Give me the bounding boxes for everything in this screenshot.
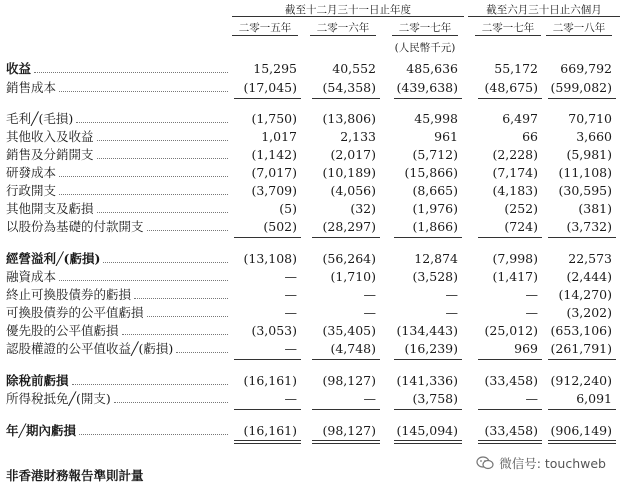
row-value: 45,998 <box>414 111 458 126</box>
row-value: 70,710 <box>568 111 612 126</box>
row-value: (4,056) <box>330 183 376 198</box>
row-label: 毛利╱(毛損) <box>6 111 74 126</box>
row-value: — <box>445 305 458 320</box>
row-value: (28,297) <box>322 219 376 234</box>
row-value: (2,444) <box>566 269 612 284</box>
dot-leader <box>59 91 228 92</box>
row-label: 以股份為基礎的付款開支 <box>6 219 144 234</box>
year-header: 二零一八年 <box>552 22 606 34</box>
subtotal-rule <box>312 237 380 238</box>
table-row <box>0 268 620 286</box>
row-value: (599,082) <box>550 80 612 95</box>
row-value: 22,573 <box>568 251 612 266</box>
dot-leader <box>114 402 228 403</box>
row-value: (2,228) <box>492 147 538 162</box>
row-value: (3,732) <box>566 219 612 234</box>
row-label: 銷售及分銷開支 <box>6 147 94 162</box>
row-value: (3,053) <box>251 323 297 338</box>
table-row <box>0 110 620 128</box>
dot-leader <box>97 158 228 159</box>
year-header: 二零一七年 <box>398 22 452 34</box>
total-double-rule <box>478 440 542 444</box>
subtotal-rule <box>234 359 301 360</box>
row-label: 可換股債券的公平值虧損 <box>6 305 144 320</box>
row-label: 其他開支及虧損 <box>6 201 94 216</box>
subtotal-rule <box>548 98 616 99</box>
row-value: (912,240) <box>550 373 612 388</box>
row-value: (11,108) <box>558 165 612 180</box>
subtotal-rule <box>312 409 380 410</box>
row-value: (33,458) <box>484 423 538 438</box>
row-value: (134,443) <box>396 323 458 338</box>
row-value: (1,750) <box>251 111 297 126</box>
row-label: 其他收入及收益 <box>6 129 94 144</box>
table-row <box>0 182 620 200</box>
dot-leader <box>147 316 228 317</box>
dot-leader <box>134 298 228 299</box>
row-value: — <box>363 391 376 406</box>
row-value: (25,012) <box>484 323 538 338</box>
row-value: (381) <box>578 201 612 216</box>
subtotal-rule <box>478 359 542 360</box>
row-value: (1,710) <box>330 269 376 284</box>
row-value: (48,675) <box>484 80 538 95</box>
row-value: (3,709) <box>251 183 297 198</box>
table-row <box>0 390 620 408</box>
row-value: 15,295 <box>253 61 297 76</box>
row-value: — <box>284 269 297 284</box>
row-value: — <box>525 305 538 320</box>
row-value: (98,127) <box>322 423 376 438</box>
subtotal-rule <box>394 409 462 410</box>
watermark-text: 微信号: touchweb <box>499 456 606 471</box>
row-value: (261,791) <box>550 341 612 356</box>
row-value: (13,806) <box>322 111 376 126</box>
row-value: 669,792 <box>560 61 612 76</box>
row-value: — <box>525 287 538 302</box>
row-value: 969 <box>514 341 538 356</box>
subtotal-rule <box>548 237 616 238</box>
row-value: (56,264) <box>322 251 376 266</box>
row-value: (906,149) <box>550 423 612 438</box>
header-group-rule <box>232 16 464 17</box>
row-label: 銷售成本 <box>6 80 57 95</box>
row-value: 3,660 <box>576 129 612 144</box>
year-header-rule <box>310 35 376 36</box>
row-value: (7,998) <box>492 251 538 266</box>
table-row <box>0 250 620 268</box>
row-value: (5) <box>279 201 297 216</box>
subtotal-rule <box>234 409 301 410</box>
row-value: — <box>284 341 297 356</box>
year-header: 二零一五年 <box>238 22 292 34</box>
row-value: (3,202) <box>566 305 612 320</box>
row-value: (32) <box>350 201 376 216</box>
row-value: (7,017) <box>251 165 297 180</box>
subtotal-rule <box>234 98 301 99</box>
subtotal-rule <box>312 359 380 360</box>
table-row <box>0 340 620 358</box>
row-label: 終止可換股債券的虧損 <box>6 287 132 302</box>
row-value: (1,417) <box>492 269 538 284</box>
table-row <box>0 286 620 304</box>
table-row <box>0 422 620 440</box>
dot-leader <box>59 280 228 281</box>
subtotal-rule <box>478 237 542 238</box>
row-value: 485,636 <box>406 61 458 76</box>
table-row <box>0 146 620 164</box>
row-label: 所得稅抵免╱(開支) <box>6 391 111 406</box>
year-header-rule <box>232 35 298 36</box>
header-group-six-months: 截至六月三十日止六個月 <box>486 4 602 16</box>
row-value: (7,174) <box>492 165 538 180</box>
total-double-rule <box>312 440 380 444</box>
subtotal-rule <box>394 237 462 238</box>
row-value: — <box>363 305 376 320</box>
row-label: 優先股的公平值虧損 <box>6 323 119 338</box>
row-value: (14,270) <box>558 287 612 302</box>
row-value: (1,976) <box>412 201 458 216</box>
header-group-year-ended: 截至十二月三十一日止年度 <box>285 4 411 16</box>
dot-leader <box>97 140 228 141</box>
row-value: (5,981) <box>566 147 612 162</box>
row-value: (653,106) <box>550 323 612 338</box>
row-value: (141,336) <box>396 373 458 388</box>
row-value: — <box>525 391 538 406</box>
row-value: — <box>363 287 376 302</box>
subtotal-rule <box>478 409 542 410</box>
row-label: 經營溢利╱(虧損) <box>6 251 101 266</box>
subtotal-rule <box>234 237 301 238</box>
row-value: (13,108) <box>243 251 297 266</box>
row-value: 66 <box>522 129 538 144</box>
row-value: (1,866) <box>412 219 458 234</box>
row-value: (145,094) <box>396 423 458 438</box>
row-value: (5,712) <box>412 147 458 162</box>
total-double-rule <box>548 440 616 444</box>
row-value: (8,665) <box>412 183 458 198</box>
row-value: 6,497 <box>502 111 538 126</box>
unit-label: (人民幣千元) <box>394 42 456 54</box>
row-value: (98,127) <box>322 373 376 388</box>
row-label: 行政開支 <box>6 183 57 198</box>
dot-leader <box>79 434 228 435</box>
section-heading: 非香港財務報告準則計量 <box>6 468 144 483</box>
row-value: — <box>284 391 297 406</box>
row-value: 12,874 <box>414 251 458 266</box>
year-header-rule <box>475 35 541 36</box>
row-value: 6,091 <box>576 391 612 406</box>
dot-leader <box>59 176 228 177</box>
dot-leader <box>147 230 228 231</box>
row-value: — <box>445 287 458 302</box>
row-value: (4,183) <box>492 183 538 198</box>
row-value: (16,239) <box>404 341 458 356</box>
row-value: (252) <box>504 201 538 216</box>
row-label: 收益 <box>6 61 32 76</box>
subtotal-rule <box>394 98 462 99</box>
header-group-rule <box>468 16 620 17</box>
row-value: 1,017 <box>261 129 297 144</box>
watermark <box>476 454 606 472</box>
row-value: — <box>284 305 297 320</box>
subtotal-rule <box>478 98 542 99</box>
row-value: (502) <box>263 219 297 234</box>
dot-leader <box>72 384 228 385</box>
wechat-icon <box>476 456 494 470</box>
row-value: (17,045) <box>243 80 297 95</box>
year-header-rule <box>546 35 612 36</box>
year-header: 二零一七年 <box>481 22 535 34</box>
row-value: (16,161) <box>243 373 297 388</box>
row-value: — <box>284 287 297 302</box>
year-header-rule <box>392 35 458 36</box>
dot-leader <box>103 262 228 263</box>
row-value: (35,405) <box>322 323 376 338</box>
row-value: 2,133 <box>340 129 376 144</box>
row-value: (2,017) <box>330 147 376 162</box>
total-double-rule <box>234 440 301 444</box>
row-label: 年╱期內虧損 <box>6 423 77 438</box>
row-value: (10,189) <box>322 165 376 180</box>
row-value: (724) <box>504 219 538 234</box>
table-row <box>0 372 620 390</box>
subtotal-rule <box>312 98 380 99</box>
row-value: 961 <box>434 129 458 144</box>
table-row <box>0 164 620 182</box>
row-value: 40,552 <box>332 61 376 76</box>
row-label: 融資成本 <box>6 269 57 284</box>
row-value: (439,638) <box>396 80 458 95</box>
year-header: 二零一六年 <box>316 22 370 34</box>
table-row <box>0 304 620 322</box>
row-value: (30,595) <box>558 183 612 198</box>
row-value: (16,161) <box>243 423 297 438</box>
row-value: (3,758) <box>412 391 458 406</box>
subtotal-rule <box>548 359 616 360</box>
table-row <box>0 322 620 340</box>
subtotal-rule <box>548 409 616 410</box>
table-row <box>0 200 620 218</box>
dot-leader <box>34 72 228 73</box>
row-value: (33,458) <box>484 373 538 388</box>
row-value: (1,142) <box>251 147 297 162</box>
row-value: (15,866) <box>404 165 458 180</box>
dot-leader <box>76 122 228 123</box>
table-row <box>0 218 620 236</box>
dot-leader <box>59 194 228 195</box>
row-value: (54,358) <box>322 80 376 95</box>
dot-leader <box>97 212 228 213</box>
subtotal-rule <box>394 359 462 360</box>
row-label: 研發成本 <box>6 165 57 180</box>
row-label: 認股權證的公平值收益╱(虧損) <box>6 341 174 356</box>
row-value: 55,172 <box>494 61 538 76</box>
row-value: (4,748) <box>330 341 376 356</box>
table-row <box>0 128 620 146</box>
dot-leader <box>122 334 228 335</box>
table-row <box>0 79 620 97</box>
total-double-rule <box>394 440 462 444</box>
row-value: (3,528) <box>412 269 458 284</box>
table-row <box>0 60 620 78</box>
row-label: 除稅前虧損 <box>6 373 69 388</box>
